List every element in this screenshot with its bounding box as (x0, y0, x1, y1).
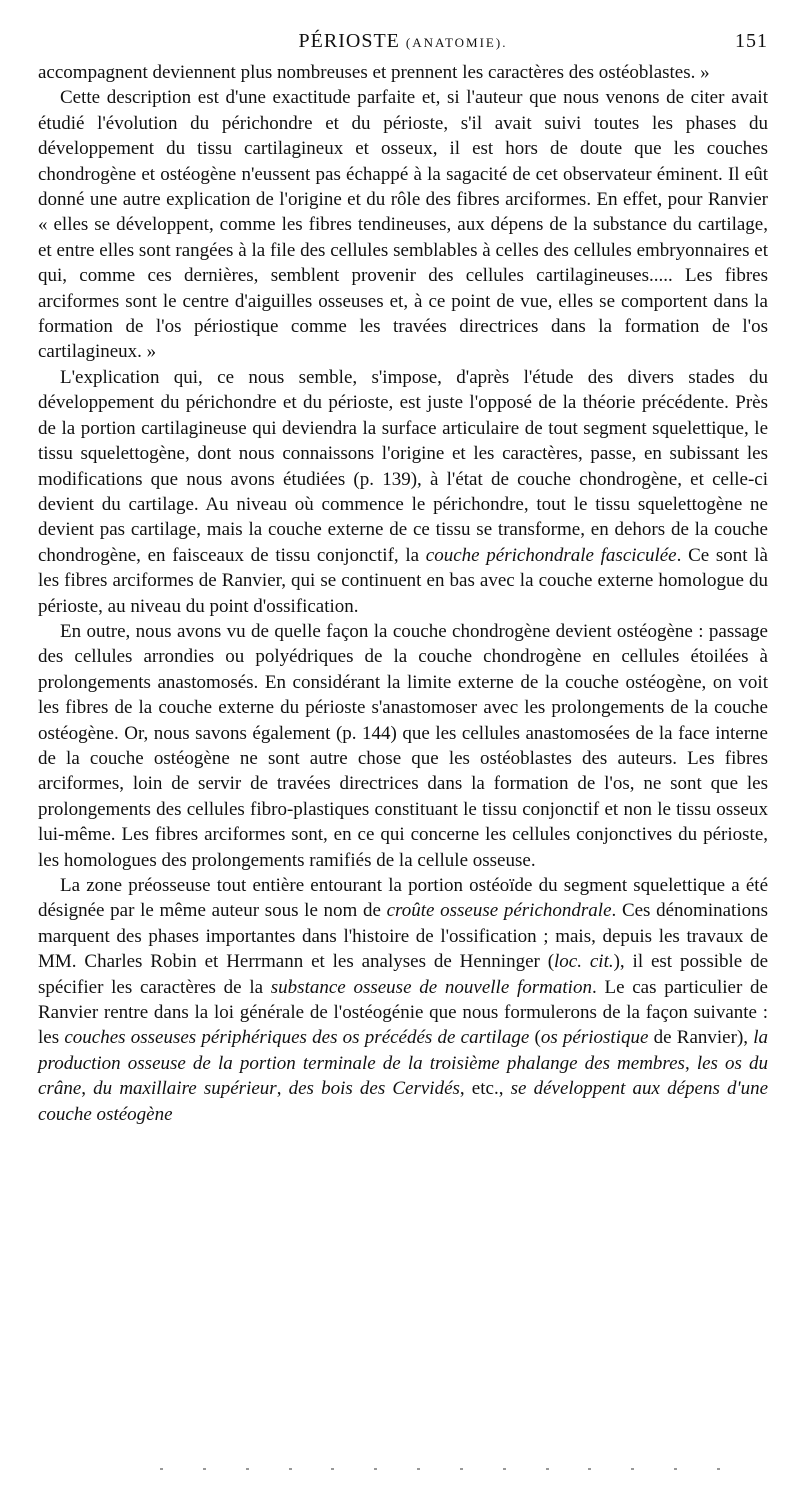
text-run: . Ce sont là les fibres arciformes de Ranvier, qui se continuent en bas avec la couche externe homologue du périoste, au niveau du point d'ossification. (38, 544, 768, 617)
page (38, 30, 768, 1127)
header-title: PÉRIOSTE (298, 30, 400, 52)
text-run: accompagnent deviennent plus nombreuses et prennent les caractères des ostéoblastes. » (38, 62, 710, 83)
header-subtitle: (ANATOMIE). (405, 35, 508, 50)
paragraph (38, 365, 768, 619)
paragraph (38, 873, 768, 1127)
paragraph (38, 85, 768, 364)
italic-text: croûte osseuse périchondrale (386, 900, 612, 922)
italic-text: couches osseuses périphériques des os précédés de cartilage (64, 1027, 530, 1049)
text-run: Cette description est d'une exactitude parfaite et, si l'auteur que nous venons de citer avait étudié l'évolution du périchondre et du périoste, s'il avait suivi toutes les phases du développement du tissu cartilagineux et osseux, il est hors de doute que les couches chondrogène et ostéogène n'eussent pas échappé à la sagacité de cet observateur éminent. Il eût donné une autre explication de l'origine et du rôle des fibres arciformes. En effet, pour Ranvier « elles se développent, comme les fibres tendineuses, aux dépens de la substance du cartilage, et entre elles sont rangées à la file des cellules semblables à celles des cellules embryonnaires et qui, comme ces dernières, semblent provenir des cellules cartilagineuses..... Les fibres arciformes sont le centre d'aiguilles osseuses et, à ce point de vue, elles se comportent dans la formation de l'os périostique comme les travées directrices dans la formation de l'os cartilagineux. » (38, 87, 768, 363)
italic-text: os périostique (540, 1027, 649, 1049)
italic-text: des bois des Cervidés (288, 1078, 460, 1100)
body-text (38, 60, 768, 1127)
italic-text: du maxillaire supérieur (93, 1078, 277, 1100)
text-run: , (81, 1078, 94, 1100)
text-run: , (684, 1052, 697, 1074)
text-run: En outre, nous avons vu de quelle façon la couche chondrogène devient ostéogène : passage des cellules arrondies ou polyédriques de la couche chondrogène en cellules étoilées à prolongements anastomosés. En considérant la limite externe de la couche ostéogène, on voit les fibres de la couche externe du périoste s'anastomoser avec les prolongements de la couche ostéogène. Or, nous savons également (p. 144) que les cellules anastomosées de la face interne de la couche ostéogène ne sont autre chose que les ostéoblastes des auteurs. Les fibres arciformes, loin de servir de travées directrices dans la formation de l'os, ne sont que les prolongements des cellules fibro-plastiques constituant le tissu conjonctif et non le tissu osseux lui-même. Les fibres arciformes sont, en ce qui concerne les cellules conjonctives du périoste, les homologues des prolongements ramifiés de la cellule osseuse. (38, 620, 768, 871)
footer-dots (160, 1468, 720, 1478)
text-run: , etc., (459, 1078, 511, 1100)
page-number: 151 (735, 30, 768, 52)
text-run: , (276, 1078, 289, 1100)
paragraph (38, 60, 768, 85)
text-run: . Ces dénominations marquent des phases importantes dans l'histoire de l'ossification ; mais, depuis les travaux de MM. Charles Robin et Herrmann et les analyses de Henninger ( (38, 900, 768, 973)
paragraph (38, 619, 768, 873)
text-run: de Ranvier), (648, 1027, 754, 1049)
italic-text: les os du crâne (38, 1052, 769, 1100)
text-run: L'explication qui, ce nous semble, s'impose, d'après l'étude des divers stades du développement du périchondre et du périoste, est juste l'opposé de la théorie précédente. Près de la portion cartilagineuse qui deviendra la surface articulaire de tout segment squelettique, le tissu squelettogène, dont nous connaissons l'origine et les caractères, passe, en subissant les modifications que nous avons étudiées (p. 139), à l'état de couche chondrogène, et celle-ci devient du cartilage. Au niveau où commence le périchondre, tout le tissu squelettogène ne devient pas cartilage, mais la couche externe de ce tissu se transforme, en dehors de la couche chondrogène, en faisceaux de tissu conjonctif, la (38, 366, 768, 566)
italic-text: couche périchondrale fasciculée (425, 544, 677, 566)
text-run: . Le cas particulier de Ranvier rentre dans la loi générale de l'ostéogénie que nous formulerons de la façon suivante : les (38, 976, 768, 1049)
italic-text: se développent aux dépens d'une couche ostéogène (38, 1078, 769, 1125)
text-run: ( (529, 1027, 541, 1049)
italic-text: loc. cit. (554, 951, 614, 973)
italic-text: substance osseuse de nouvelle formation (270, 976, 592, 998)
running-head (38, 30, 768, 60)
text-run: ), il est possible de spécifier les caractères de la (38, 951, 769, 998)
running-title (38, 30, 768, 53)
text-run: La zone préosseuse tout entière entourant la portion ostéoïde du segment squelettique a été désignée par le même auteur sous le nom de (38, 875, 768, 922)
italic-text: la production osseuse de la portion terminale de la troisième phalange des membres (38, 1027, 769, 1074)
